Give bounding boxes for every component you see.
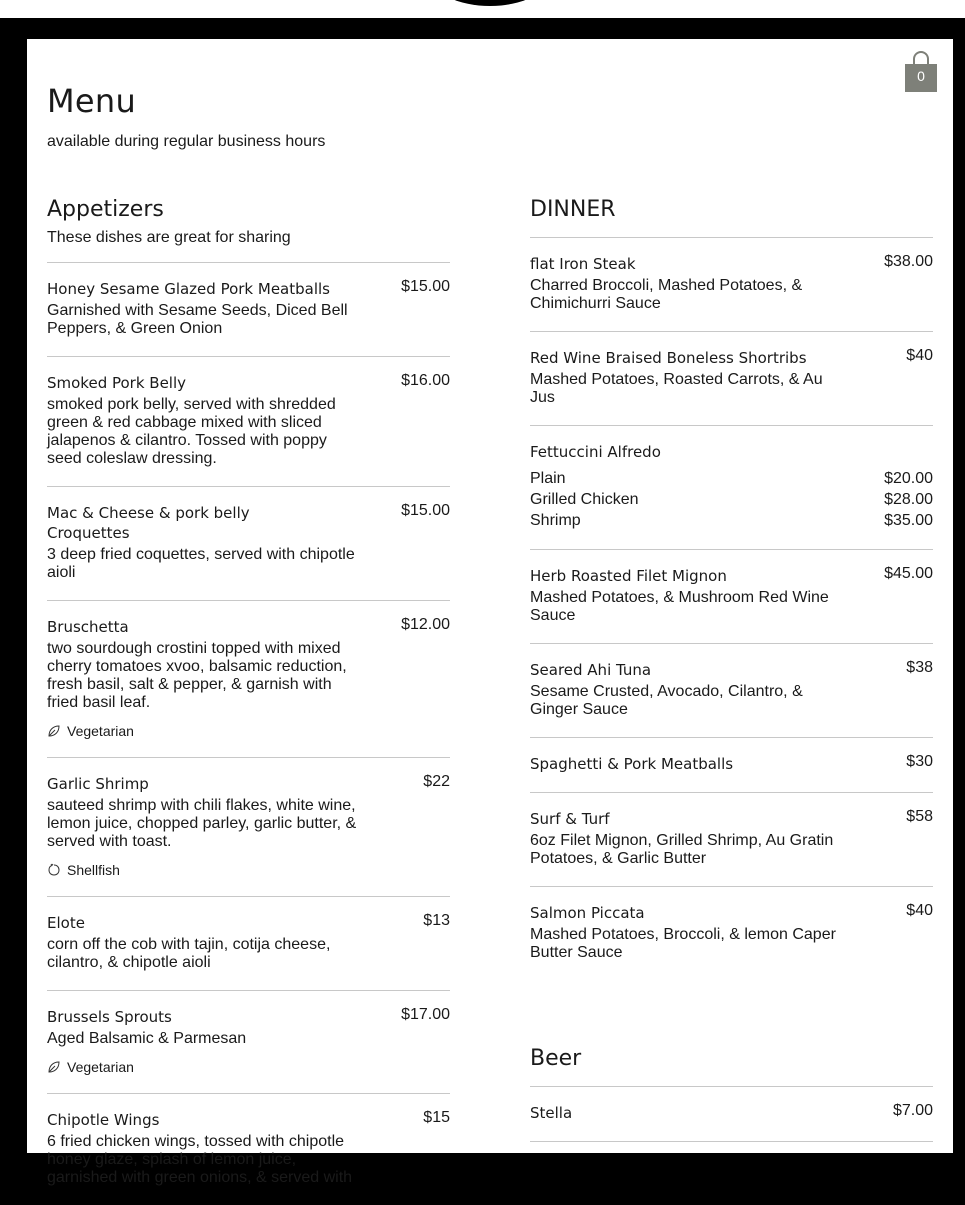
site-logo[interactable] xyxy=(432,0,548,6)
variant-price: $20.00 xyxy=(884,470,933,487)
section-title: Beer xyxy=(530,1046,582,1071)
beer-section xyxy=(530,1044,933,1176)
item-price: $45.00 xyxy=(884,565,933,582)
item-name: Spaghetti & Pork Meatballs xyxy=(530,755,734,773)
item-description: 6 fried chicken wings, tossed with chipotle honey glaze, splash of lemon juice, garnished with green onions, & served with xyxy=(47,1133,353,1186)
item-description: 6oz Filet Mignon, Grilled Shrimp, Au Gratin Potatoes, & Garlic Butter xyxy=(530,832,834,867)
item-description: 3 deep fried coquettes, served with chipotle aioli xyxy=(47,546,355,581)
menu-item xyxy=(530,425,933,549)
item-price: $7.00 xyxy=(892,1102,933,1119)
item-price: $38.00 xyxy=(884,253,933,270)
item-name: Mac & Cheese & pork belly Croquettes xyxy=(47,504,250,542)
variant-label: Plain xyxy=(530,470,566,487)
item-price: $12.00 xyxy=(401,616,450,633)
menu-item xyxy=(47,990,450,1093)
item-price: $17.00 xyxy=(401,1006,450,1023)
item-name: Stella xyxy=(530,1104,573,1122)
variant-label: Grilled Chicken xyxy=(530,491,639,508)
menu-item xyxy=(47,356,450,486)
item-description: smoked pork belly, served with shredded green & red cabbage mixed with sliced jalapenos & cilantro. Tossed with poppy seed coleslaw dressing. xyxy=(47,396,336,467)
tag-label: Vegetarian xyxy=(67,723,134,739)
item-name: Smoked Pork Belly xyxy=(47,374,187,392)
item-name: Red Wine Braised Boneless Shortribs xyxy=(530,349,807,367)
dinner-column xyxy=(530,195,933,1176)
variant-price: $35.00 xyxy=(884,512,933,529)
item-price: $15 xyxy=(423,1109,450,1126)
item-price: $15.00 xyxy=(401,278,450,295)
top-header xyxy=(0,0,965,18)
variant-row xyxy=(530,468,933,489)
menu-item xyxy=(530,549,933,643)
item-description: Charred Broccoli, Mashed Potatoes, & Chimichurri Sauce xyxy=(530,277,803,312)
item-name: Herb Roasted Filet Mignon xyxy=(530,567,727,585)
menu-item xyxy=(47,262,450,356)
item-name: Fettuccini Alfredo xyxy=(530,443,661,461)
item-name: Honey Sesame Glazed Pork Meatballs xyxy=(47,280,330,298)
menu-item xyxy=(530,237,933,331)
item-price: $15.00 xyxy=(401,502,450,519)
item-price: $40 xyxy=(906,902,933,919)
item-description: Sesame Crusted, Avocado, Cilantro, & Ginger Sauce xyxy=(530,683,803,718)
menu-item xyxy=(530,792,933,886)
item-name: flat Iron Steak xyxy=(530,255,636,273)
item-price: $13 xyxy=(423,912,450,929)
item-variants xyxy=(530,468,933,531)
page-subtitle: available during regular business hours xyxy=(47,133,326,150)
menu-item xyxy=(530,643,933,737)
leaf-icon xyxy=(47,724,61,738)
menu-item xyxy=(47,486,450,600)
tag-label: Vegetarian xyxy=(67,1059,134,1075)
item-price: $30 xyxy=(906,753,933,770)
menu-item xyxy=(47,600,450,757)
menu-container xyxy=(27,39,953,1186)
item-name: Salmon Piccata xyxy=(530,904,645,922)
variant-row xyxy=(530,489,933,510)
shopping-bag-button[interactable] xyxy=(905,51,937,92)
dietary-tag xyxy=(47,723,450,739)
menu-item xyxy=(530,1086,933,1141)
item-name: Elote xyxy=(47,914,85,932)
item-name: Bruschetta xyxy=(47,618,129,636)
item-description: Mashed Potatoes, Broccoli, & lemon Caper Butter Sauce xyxy=(530,926,836,961)
menu-item xyxy=(47,896,450,990)
item-name: Chipotle Wings xyxy=(47,1111,160,1129)
item-name: Seared Ahi Tuna xyxy=(530,661,652,679)
variant-label: Shrimp xyxy=(530,512,581,529)
menu-item xyxy=(47,1093,450,1205)
shellfish-icon xyxy=(47,863,61,877)
item-price: $40 xyxy=(906,347,933,364)
item-price: $16.00 xyxy=(401,372,450,389)
item-description: corn off the cob with tajin, cotija cheese, cilantro, & chipotle aioli xyxy=(47,936,331,971)
section-title: Appetizers xyxy=(47,197,164,222)
item-name: Brussels Sprouts xyxy=(47,1008,172,1026)
item-price: $22 xyxy=(423,773,450,790)
page-title: Menu xyxy=(47,82,137,120)
item-description: Aged Balsamic & Parmesan xyxy=(47,1030,247,1047)
item-description: Mashed Potatoes, & Mushroom Red Wine Sauce xyxy=(530,589,829,624)
dietary-tag xyxy=(47,862,450,878)
menu-item xyxy=(530,331,933,425)
item-price: $58 xyxy=(906,808,933,825)
item-name: Garlic Shrimp xyxy=(47,775,149,793)
appetizers-section xyxy=(47,195,450,1205)
item-name: Surf & Turf xyxy=(530,810,610,828)
tag-label: Shellfish xyxy=(67,862,120,878)
item-description: two sourdough crostini topped with mixed cherry tomatoes xvoo, balsamic reduction, fresh basil, salt & pepper, & garnish with fried basil leaf. xyxy=(47,640,347,711)
menu-item xyxy=(530,737,933,792)
section-title: DINNER xyxy=(530,197,616,222)
leaf-icon xyxy=(47,1060,61,1074)
menu-item xyxy=(530,886,933,980)
menu-item xyxy=(47,757,450,896)
dietary-tag xyxy=(47,1059,450,1075)
item-price: $38 xyxy=(906,659,933,676)
menu-item xyxy=(530,1141,933,1176)
item-description: Mashed Potatoes, Roasted Carrots, & Au Jus xyxy=(530,371,823,406)
section-description: These dishes are great for sharing xyxy=(47,229,291,246)
item-description: sauteed shrimp with chili flakes, white wine, lemon juice, chopped parley, garlic butter, & served with toast. xyxy=(47,797,357,850)
variant-row xyxy=(530,510,933,531)
cart-count: 0 xyxy=(917,68,925,84)
variant-price: $28.00 xyxy=(884,491,933,508)
item-description: Garnished with Sesame Seeds, Diced Bell Peppers, & Green Onion xyxy=(47,302,348,337)
